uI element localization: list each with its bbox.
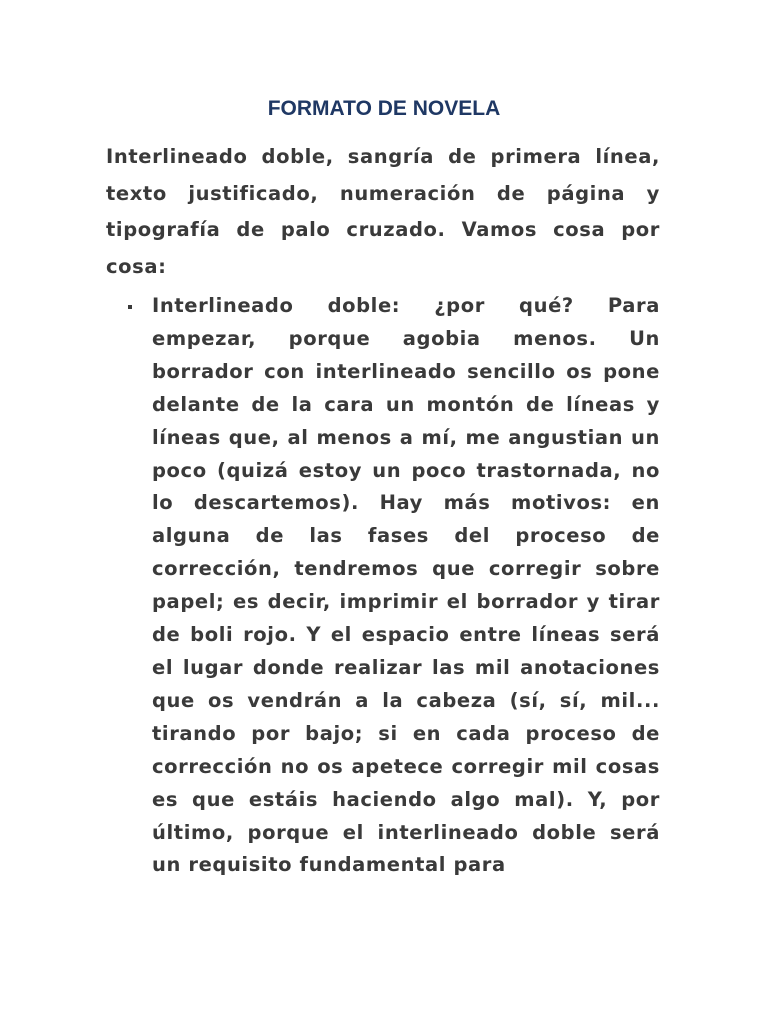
document-title: FORMATO DE NOVELA (267, 97, 501, 120)
list-item (126, 290, 660, 882)
bullet-list (126, 290, 660, 882)
square-bullet-icon (128, 305, 132, 309)
intro-paragraph: Interlineado doble, sangría de primera línea, texto justificado, numeración de página y tipografía de palo cruzado. Vamos cosa por cosa: (106, 145, 660, 278)
bullet-text: Interlineado doble: ¿por qué? Para empezar, porque agobia menos. Un borrador con interlineado sencillo os pone delante de la cara un montón de líneas y líneas que, al menos a mí, me angustian un poco (quizá estoy un poco trastornada, no lo descartemos). Hay más motivos: en alguna de las fases del proceso de corrección, tendremos que corregir sobre papel; es decir, imprimir el borrador y tirar de boli rojo. Y el espacio entre líneas será el lugar donde realizar las mil anotaciones que os vendrán a la cabeza (sí, sí, mil... tirando por bajo; si en cada proceso de corrección no os apetece corregir mil cosas es que estáis haciendo algo mal). Y, por último, porque el interlineado doble será un requisito fundamental para (152, 294, 660, 877)
